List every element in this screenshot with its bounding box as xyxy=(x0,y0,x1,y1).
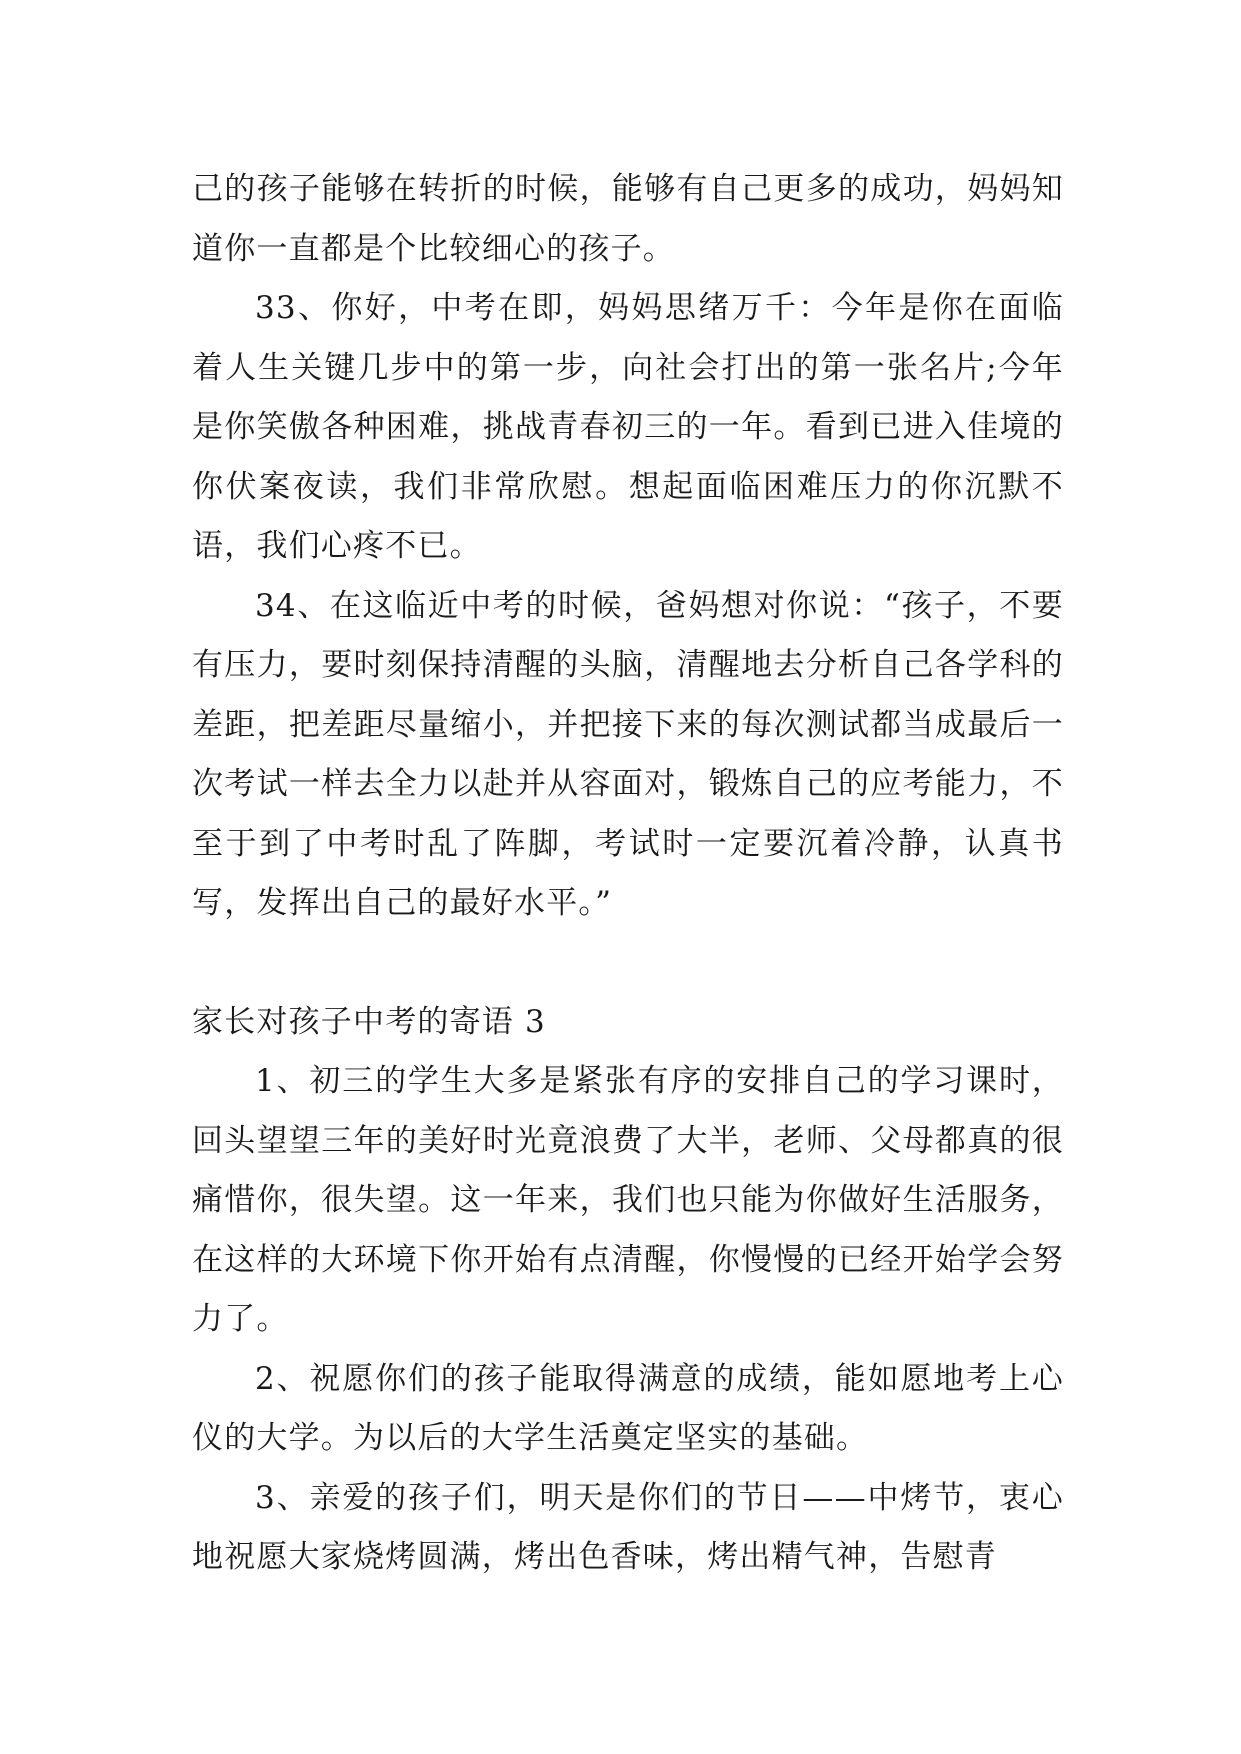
paragraph-33: 33、你好，中考在即，妈妈思绪万千：今年是你在面临着人生关键几步中的第一步，向社会打出的第一张名片;今年是你笑傲各种困难，挑战青春初三的一年。看到已进入佳境的你伏案夜读，我们非常欣慰。想起面临困难压力的你沉默不语，我们心疼不已。 xyxy=(192,290,1064,564)
section-heading: 家长对孩子中考的寄语 3 xyxy=(192,1003,546,1040)
paragraph-34: 34、在这临近中考的时候，爸妈想对你说：“孩子，不要有压力，要时刻保持清醒的头脑，清醒地去分析自己各学科的差距，把差距尽量缩小，并把接下来的每次测试都当成最后一次考试一样去全力以赴并从容面对，锻炼自己的应考能力，不至于到了中考时乱了阵脚，考试时一定要沉着冷静，认真书写，发挥出自己的最好水平。” xyxy=(192,587,1064,921)
section-paragraph-1: 1、初三的学生大多是紧张有序的安排自己的学习课时，回头望望三年的美好时光竟浪费了大半，老师、父母都真的很痛惜你，很失望。这一年来，我们也只能为你做好生活服务，在这样的大环境下你开始有点清醒，你慢慢的已经开始学会努力了。 xyxy=(192,1063,1064,1337)
section-paragraph-2: 2、祝愿你们的孩子能取得满意的成绩，能如愿地考上心仪的大学。为以后的大学生活奠定坚实的基础。 xyxy=(192,1360,1064,1456)
document-body xyxy=(192,160,1064,1588)
section-paragraph-3: 3、亲爱的孩子们，明天是你们的节日——中烤节，衷心地祝愿大家烧烤圆满，烤出色香味，烤出精气神，告慰青 xyxy=(192,1479,1064,1575)
section-gap xyxy=(192,934,1064,993)
paragraph-continuation: 己的孩子能够在转折的时候，能够有自己更多的成功，妈妈知道你一直都是个比较细心的孩子。 xyxy=(192,171,1064,267)
